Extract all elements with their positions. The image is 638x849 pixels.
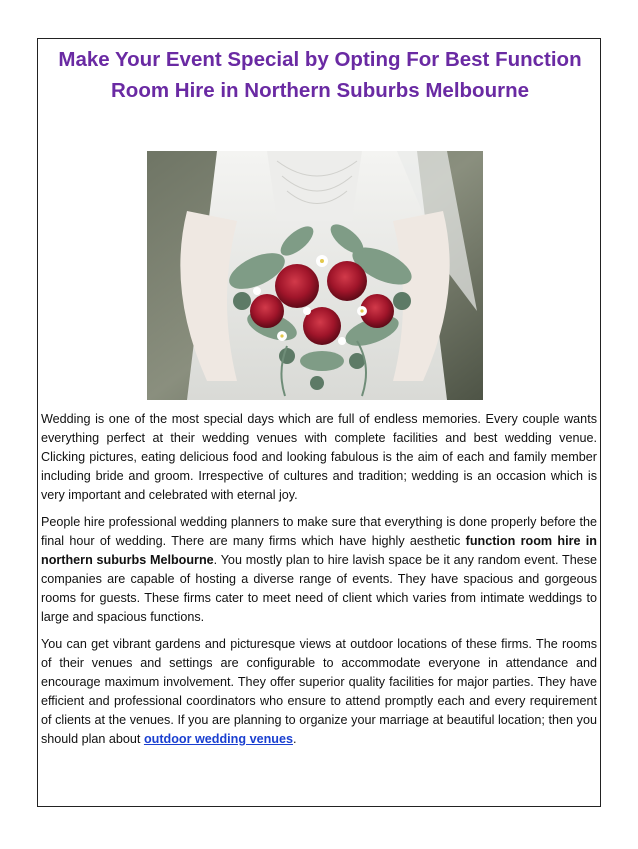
bouquet-photo [147, 151, 483, 400]
paragraph [41, 513, 597, 627]
bold-keyword: function room hire in northern suburbs Melbourne [41, 534, 597, 567]
outdoor-wedding-venues-link[interactable]: outdoor wedding venues [143, 732, 293, 746]
paragraph-text: People hire professional wedding planners to make sure that everything is done properly before the final hour of wedding. There are many firms which have highly aesthetic [41, 515, 597, 548]
page-title: Make Your Event Special by Opting For Best Function Room Hire in Northern Suburbs Melbourne [58, 48, 582, 102]
paragraph-text: . You mostly plan to hire lavish space be it any random event. These companies are capable of hosting a diverse range of events. They have spacious and gorgeous rooms for guests. These firms cater to meet need of client which varies from intimate weddings to large and spacious functions. [41, 553, 597, 624]
article-body [41, 410, 597, 757]
paragraph: Wedding is one of the most special days which are full of endless memories. Every couple wants everything perfect at their wedding venues with complete facilities and best wedding venue. Clicking pictures, eating delicious food and looking fabulous is the aim of each and family member including bride and groom. Irrespective of cultures and tradition; wedding is an occasion which is very important and celebrated with eternal joy. [41, 412, 597, 502]
paragraph-text: . [292, 732, 297, 746]
paragraph-text: You can get vibrant gardens and picturesque views at outdoor locations of these firms. The rooms of their venues and settings are configurable to accommodate everyone in attendance and encourage maximum involvement. They offer superior quality facilities for major parties. They have efficient and professional coordinators who ensure to attend promptly each and every requirement of clients at the venues. If you are planning to organize your marriage at beautiful location; then you should plan about [41, 637, 597, 746]
paragraph [41, 635, 597, 749]
bridal-bouquet-icon [147, 151, 483, 400]
